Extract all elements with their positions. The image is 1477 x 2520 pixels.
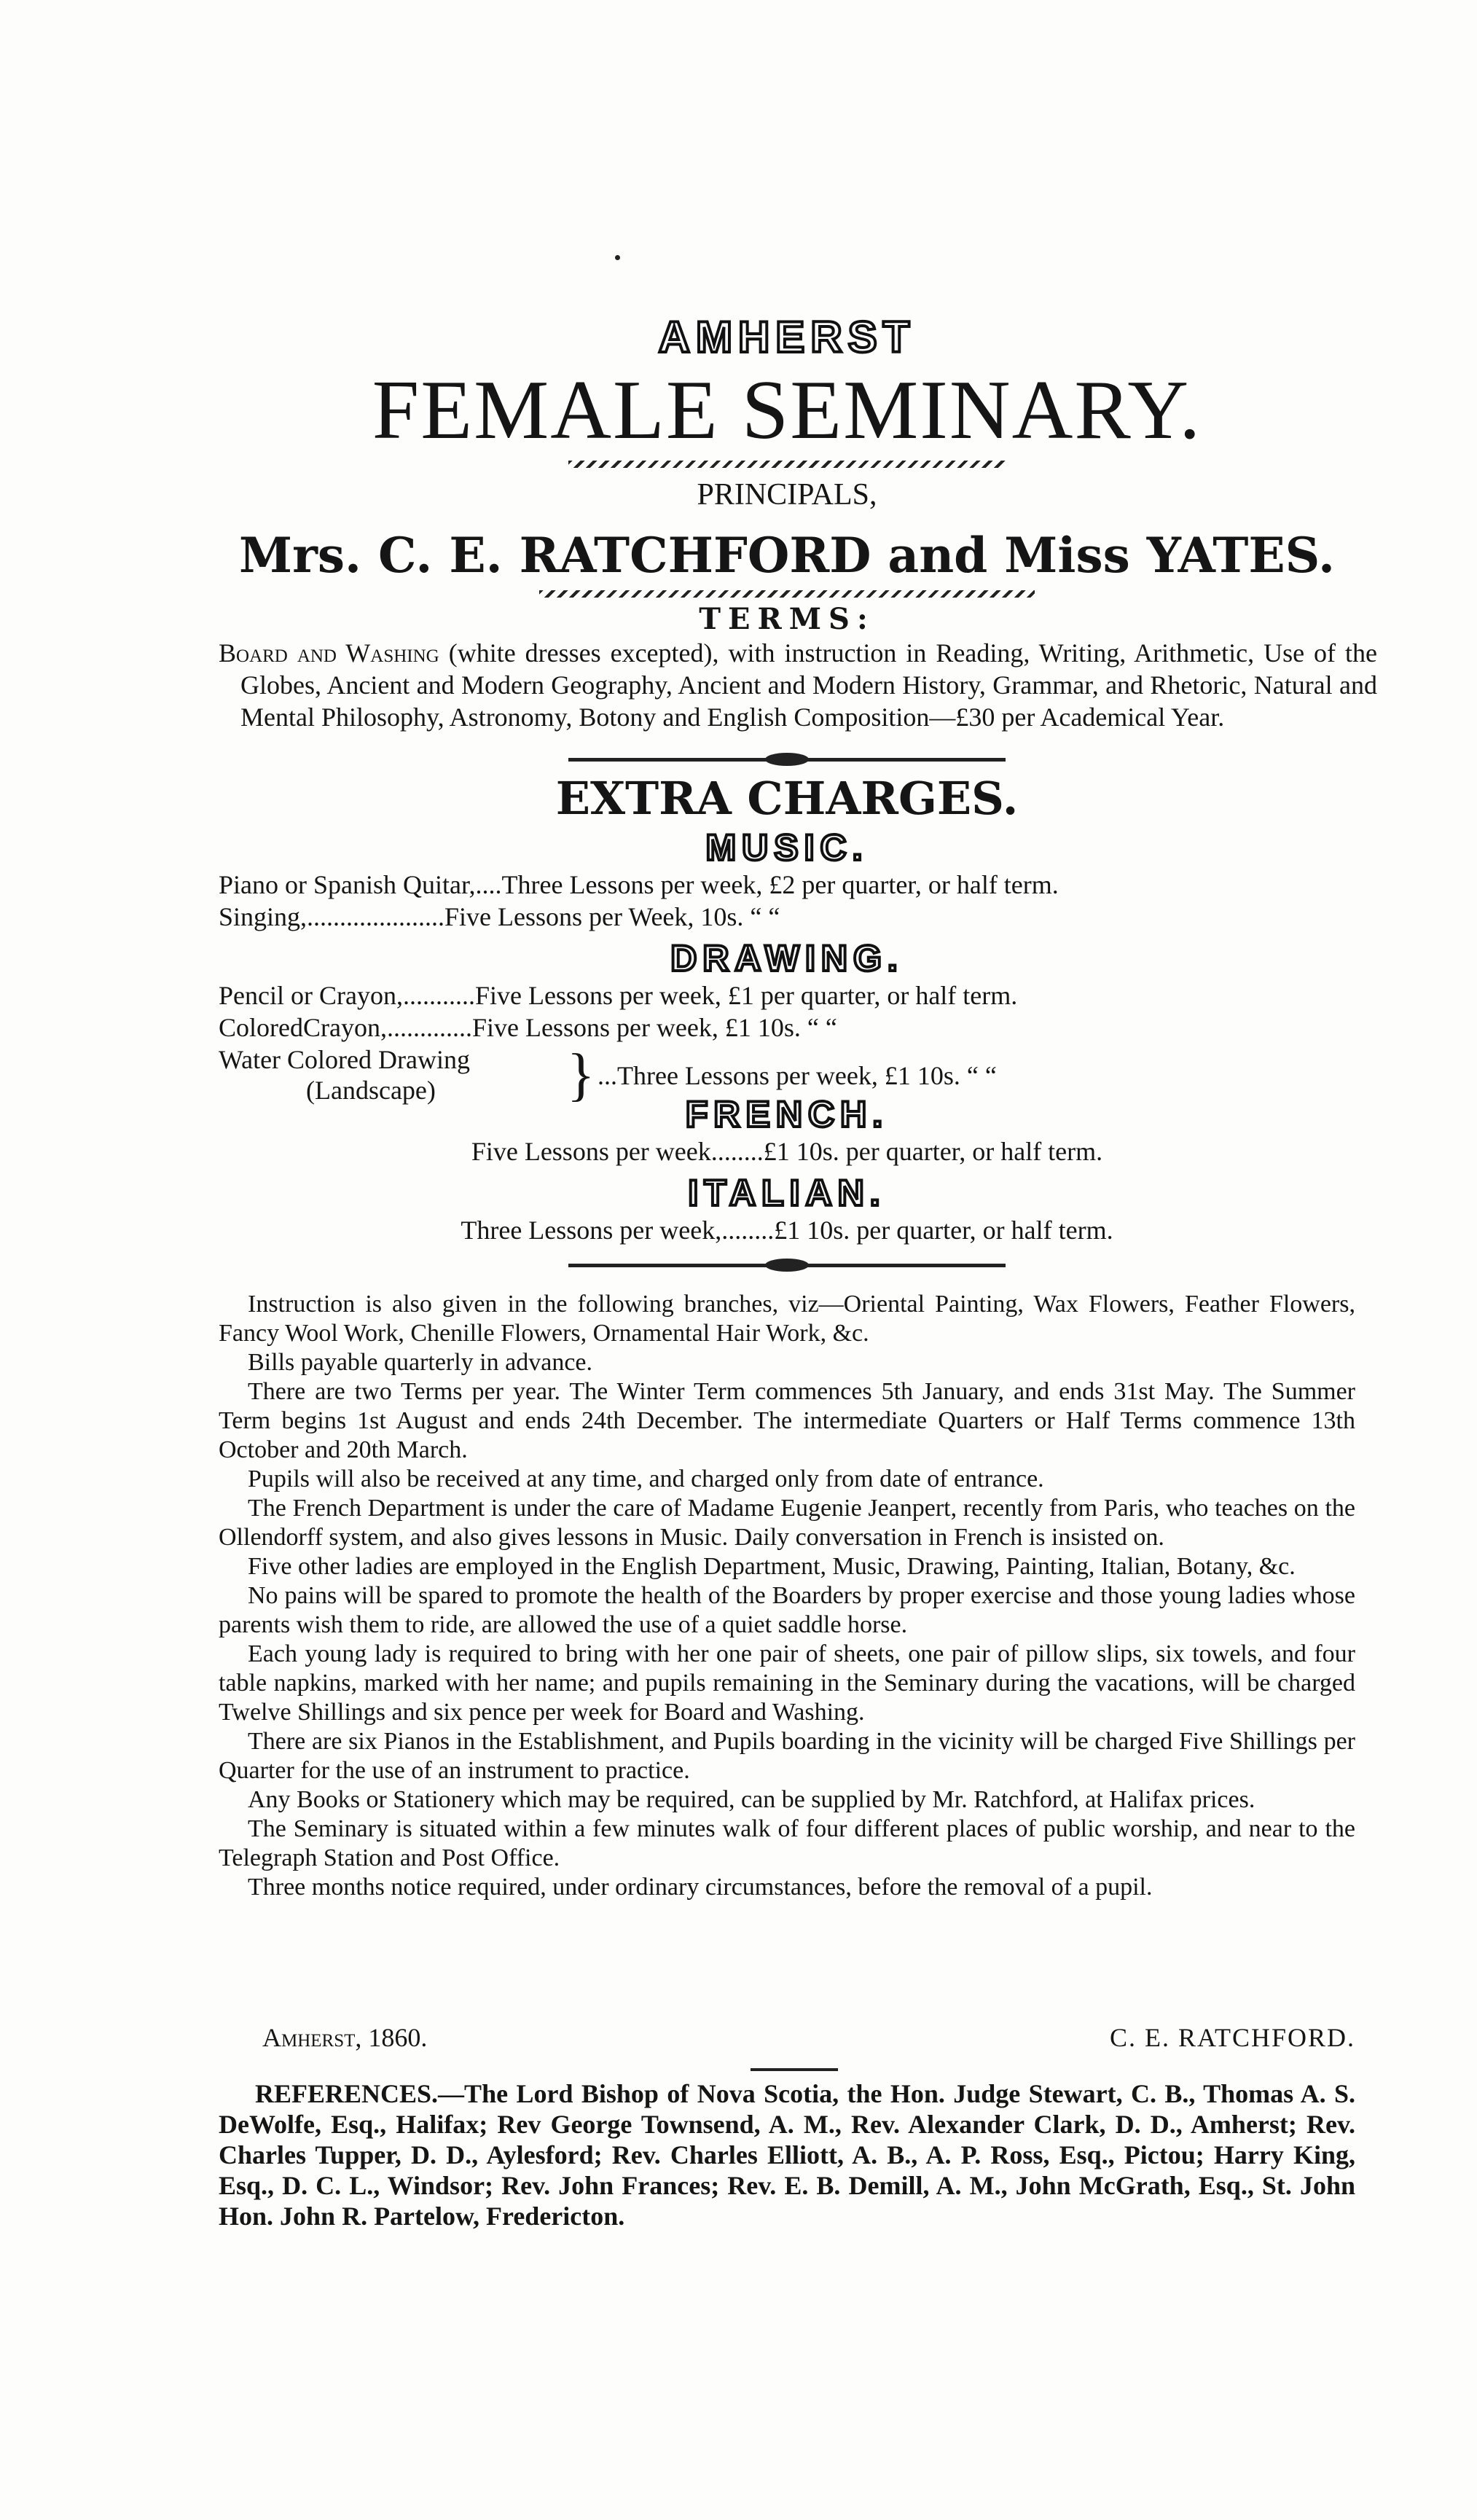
ornamental-rule-1 [568, 758, 1006, 762]
note-paragraph: The Seminary is situated within a few minutes walk of four different places of public worship, and near to the Telegraph Station and Post Office. [219, 1815, 1355, 1871]
note-paragraph: No pains will be spared to promote the health of the Boarders by proper exercise and those young ladies whose parents wish them to ride, are allowed the use of a quiet saddle horse. [219, 1582, 1355, 1638]
terms-heading: TERMS: [699, 602, 875, 636]
music-heading: MUSIC. [705, 827, 869, 868]
terms-lead: Board and Washing [219, 638, 439, 668]
wavy-rule-2 [539, 590, 1035, 598]
drawing-charge-water-label: Water Colored Drawing [219, 1045, 470, 1074]
town-heading: AMHERST [658, 313, 916, 361]
french-charge: Five Lessons per week........£1 10s. per quarter, or half term. [471, 1137, 1103, 1166]
signature-place-date: Amherst, 1860. [262, 2023, 428, 2052]
music-charge-singing: Singing,.....................Five Lessons per Week, 10s. “ “ [219, 902, 780, 931]
note-paragraph: The French Department is under the care of Madame Eugenie Jeanpert, recently from Paris, who teaches on the Ollendorff system, and also gives lessons in Music. Daily conversation in French is insisted on. [219, 1495, 1355, 1551]
principals-names: Mrs. C. E. RATCHFORD and Miss YATES. [239, 527, 1335, 584]
terms-paragraph [219, 637, 1377, 733]
note-paragraph: Three months notice required, under ordinary circumstances, before the removal of a pupil. [248, 1874, 1153, 1901]
principals-label: PRINCIPALS, [697, 478, 877, 512]
notes-section [219, 1290, 1355, 1902]
references-paragraph: REFERENCES.—The Lord Bishop of Nova Scotia, the Hon. Judge Stewart, C. B., Thomas A. S. DeWolfe, Esq., Halifax; Rev George Townsend, A. M., Rev. Alexander Clark, D. D., Amherst; Rev. Charles Tupper, D. D., Aylesford; Rev. Charles Elliott, A. B., A. P. Ross, Esq., Pictou; Harry King, Esq., D. C. L., Windsor; Rev. John Frances; Rev. E. B. Demill, A. M., John McGrath, Esq., St. John Hon. John R. Partelow, Fredericton. [219, 2079, 1355, 2231]
note-paragraph: Five other ladies are employed in the English Department, Music, Drawing, Painting, Italian, Botany, &c. [248, 1553, 1296, 1580]
page-title: FEMALE SEMINARY. [372, 364, 1202, 457]
printer-dot [615, 255, 620, 260]
music-charge-piano: Piano or Spanish Quitar,....Three Lessons per week, £2 per quarter, or half term. [219, 870, 1059, 899]
note-paragraph: Bills payable quarterly in advance. [248, 1349, 592, 1376]
note-paragraph: Pupils will also be received at any time, and charged only from date of entrance. [248, 1466, 1044, 1492]
drawing-charge-colored-crayon: ColoredCrayon,.............Five Lessons per week, £1 10s. “ “ [219, 1013, 837, 1042]
drawing-heading: DRAWING. [670, 938, 904, 979]
signature-rule [751, 2068, 838, 2071]
french-heading: FRENCH. [685, 1094, 889, 1135]
italian-charge: Three Lessons per week,........£1 10s. per quarter, or half term. [461, 1216, 1113, 1245]
ornamental-rule-2 [568, 1264, 1006, 1267]
wavy-rule-1 [568, 461, 1006, 468]
drawing-charge-water-sublabel: (Landscape) [306, 1076, 436, 1105]
note-paragraph: There are two Terms per year. The Winter Term commences 5th January, and ends 31st May. The Summer Term begins 1st August and ends 24th December. The intermediate Quarters or Half Terms commence 13th October and 20th March. [219, 1378, 1355, 1463]
italian-heading: ITALIAN. [688, 1173, 886, 1213]
note-paragraph: Any Books or Stationery which may be required, can be supplied by Mr. Ratchford, at Halifax prices. [248, 1786, 1255, 1813]
note-paragraph: Each young lady is required to bring with her one pair of sheets, one pair of pillow slips, six towels, and four table napkins, marked with her name; and pupils remaining in the Seminary during the vacations, will be charged Twelve Shillings and six pence per week for Board and Washing. [219, 1640, 1355, 1726]
note-paragraph: There are six Pianos in the Establishment, and Pupils boarding in the vicinity will be charged Five Shillings per Quarter for the use of an instrument to practice. [219, 1728, 1355, 1784]
terms-body: (white dresses excepted), with instruction in Reading, Writing, Arithmetic, Use of the Globes, Ancient and Modern Geography, Ancient and Modern History, Grammar, and Rhetoric, Natural and Mental Philosophy, Astronomy, Botony and English Composition—£30 per Academical Year. [240, 638, 1377, 732]
drawing-charge-water-rate: ...Three Lessons per week, £1 10s. “ “ [598, 1061, 997, 1090]
extra-charges-heading: EXTRA CHARGES. [555, 772, 1019, 825]
brace-icon: } [567, 1043, 595, 1107]
note-paragraph: Instruction is also given in the following branches, viz—Oriental Painting, Wax Flowers, Feather Flowers, Fancy Wool Work, Chenille Flowers, Ornamental Hair Work, &c. [219, 1291, 1355, 1347]
signature-name: C. E. RATCHFORD. [1109, 2023, 1355, 2052]
drawing-charge-pencil: Pencil or Crayon,...........Five Lessons per week, £1 per quarter, or half term. [219, 981, 1018, 1010]
